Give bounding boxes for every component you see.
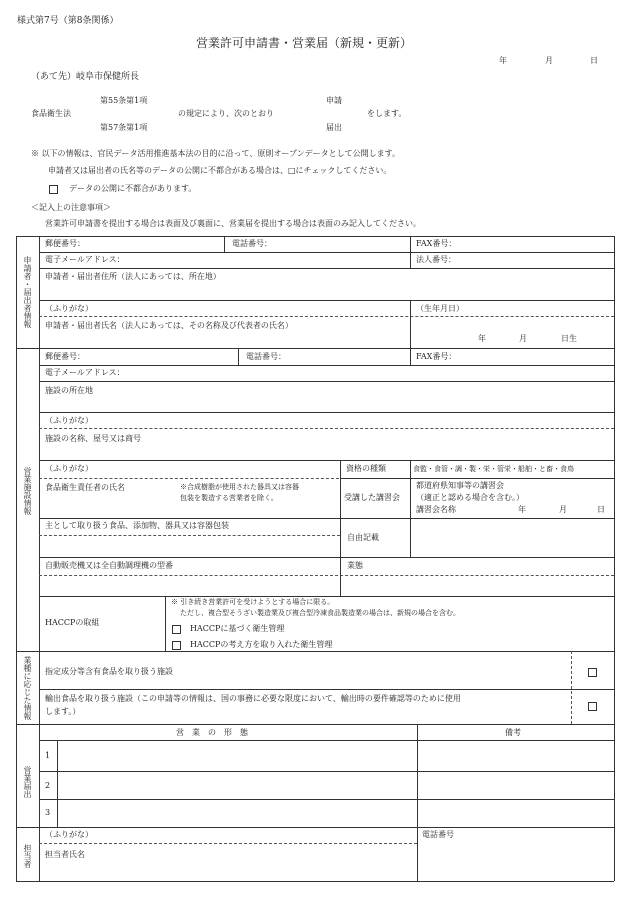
- course-label: 受講した講習会: [344, 493, 400, 502]
- manager-note-line2: 包装を製造する営業者を除く。: [180, 494, 278, 502]
- designated-ingredient-label: 指定成分等含有食品を取り扱う施設: [45, 667, 173, 676]
- article-55: 第55条第1項: [100, 96, 148, 105]
- export-food-checkbox[interactable]: [588, 702, 597, 711]
- manager-furigana-label: （ふりがな）: [45, 464, 93, 473]
- contact-name-label[interactable]: 担当者氏名: [45, 850, 85, 859]
- business-row-3-number: 3: [45, 808, 51, 817]
- free-entry-label: 自由記載: [347, 533, 379, 542]
- facility-furigana-label: （ふりがな）: [45, 416, 93, 425]
- designated-ingredient-checkbox[interactable]: [588, 668, 597, 677]
- provision-text: の規定により、次のとおり: [178, 109, 274, 118]
- business-form-heading: 営 業 の 形 態: [176, 728, 248, 737]
- course-day-label: 日: [597, 505, 605, 514]
- business-notice-section-label: 営業届出: [23, 766, 32, 798]
- main-items-label[interactable]: 主として取り扱う食品、添加物、器具又は容器包装: [45, 521, 229, 530]
- applicant-birth-label: （生年月日）: [416, 304, 464, 313]
- course-line2: （適正と認める場合を含む。）: [416, 493, 524, 502]
- facility-email-label[interactable]: 電子メールアドレス：: [45, 368, 125, 377]
- haccp-option1-checkbox[interactable]: [172, 625, 181, 634]
- addressee: （あて先）岐阜市保健所長: [31, 72, 140, 82]
- manager-note-line1: ※合成樹脂が使用された器具又は容器: [180, 483, 299, 491]
- applicant-address-label[interactable]: 申請者・届出者住所（法人にあっては、所在地）: [45, 272, 221, 281]
- haccp-option2-checkbox[interactable]: [172, 641, 181, 650]
- haccp-note-line1: ※ 引き続き営業許可を受けようとする場合に限る。: [171, 598, 335, 606]
- facility-location-label[interactable]: 施設の所在地: [45, 386, 93, 395]
- export-food-label-line2: します。）: [45, 707, 81, 716]
- data-disclosure-checkbox[interactable]: [49, 185, 58, 194]
- manager-name-label[interactable]: 食品衛生責任者の氏名: [45, 483, 125, 492]
- business-row-1-number: 1: [45, 751, 51, 760]
- applicant-corp-no-label[interactable]: 法人番号：: [416, 255, 456, 264]
- open-data-notice: ※ 以下の情報は、官民データ活用推進基本法の目的に沿って、原則オープンデータとして公開します。: [31, 149, 401, 158]
- haccp-option2-label: HACCPの考え方を取り入れた衛生管理: [190, 640, 333, 649]
- notify-label: 届出: [326, 123, 342, 132]
- contact-section-label: 担当者: [23, 844, 32, 868]
- facility-name-label[interactable]: 施設の名称、屋号又は商号: [45, 434, 141, 443]
- facility-fax-label[interactable]: FAX番号：: [416, 352, 457, 361]
- open-data-instruction: 申請者又は届出者の氏名等のデータの公開に不都合がある場合は、□にチェックしてください。: [48, 166, 392, 175]
- course-year-label: 年: [518, 505, 526, 514]
- course-line1: 都道府県知事等の講習会: [416, 481, 504, 490]
- vending-label[interactable]: 自動販売機又は全自動調理機の型番: [45, 561, 173, 570]
- course-name-label[interactable]: 講習会名称: [416, 505, 456, 514]
- birth-year-label: 年: [478, 334, 486, 343]
- date-day-label: 日: [590, 56, 598, 65]
- qualification-options[interactable]: 食監・食管・調・製・栄・管栄・船舶・と畜・食鳥: [413, 465, 574, 473]
- contact-furigana-label: （ふりがな）: [45, 830, 93, 839]
- facility-section-label: 営業施設情報: [23, 467, 32, 515]
- date-year-label: 年: [499, 56, 507, 65]
- data-disclosure-label: データの公開に不都合があります。: [69, 184, 197, 193]
- facility-postal-label[interactable]: 郵便番号：: [45, 352, 85, 361]
- apply-label: 申請: [326, 96, 342, 105]
- law-label: 食品衛生法: [31, 109, 71, 118]
- remarks-heading: 備考: [505, 728, 521, 737]
- birth-month-label: 月: [519, 334, 527, 343]
- applicant-furigana-label: （ふりがな）: [45, 304, 93, 313]
- applicant-fax-label[interactable]: FAX番号：: [416, 239, 457, 248]
- contact-phone-label[interactable]: 電話番号: [422, 830, 454, 839]
- qualification-type-label: 資格の種類: [346, 464, 386, 473]
- caution-body: 営業許可申請書を提出する場合は表面及び裏面に、営業届を提出する場合は表面のみ記入してください。: [45, 219, 421, 228]
- haccp-label: HACCPの取組: [45, 618, 100, 627]
- form-number: 様式第7号（第8条関係）: [17, 16, 119, 26]
- suffix-text: をします。: [367, 109, 407, 118]
- applicant-email-label[interactable]: 電子メールアドレス：: [45, 255, 125, 264]
- date-month-label: 月: [545, 56, 553, 65]
- facility-phone-label[interactable]: 電話番号：: [246, 352, 286, 361]
- applicant-section-label: 申請者・届出者情報: [23, 256, 32, 328]
- export-food-label-line1: 輸出食品を取り扱う施設（この申請等の情報は、国の事務に必要な限度において、輸出時の要件確認等のために使用: [45, 694, 461, 703]
- applicant-postal-label[interactable]: 郵便番号：: [45, 239, 85, 248]
- page-title: 営業許可申請書・営業届（新規・更新）: [196, 36, 413, 50]
- caution-heading: ＜記入上の注意事項＞: [31, 203, 111, 212]
- applicant-phone-label[interactable]: 電話番号：: [232, 239, 272, 248]
- business-row-2-number: 2: [45, 781, 51, 790]
- haccp-note-line2: ただし、複合型そうざい製造業及び複合型冷凍食品製造業の場合は、新規の場合を含む。: [180, 609, 460, 617]
- applicant-name-label[interactable]: 申請者・届出者氏名（法人にあっては、その名称及び代表者の氏名）: [45, 321, 293, 330]
- birth-day-label: 日生: [561, 334, 577, 343]
- haccp-option1-label: HACCPに基づく衛生管理: [190, 624, 285, 633]
- article-57: 第57条第1項: [100, 123, 148, 132]
- category-section-label: 業種に応じた情報: [23, 656, 32, 720]
- course-month-label: 月: [559, 505, 567, 514]
- business-type-label[interactable]: 業態: [347, 561, 363, 570]
